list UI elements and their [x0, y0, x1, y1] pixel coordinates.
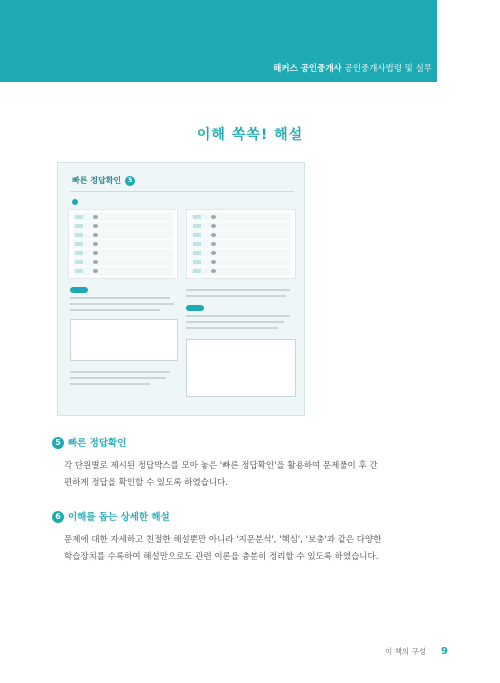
preview-text-line: [70, 377, 166, 379]
section-heading-text: 이해를 돕는 상세한 해설: [68, 512, 170, 523]
section-body: 문제에 대한 자세하고 친절한 해설뿐만 아니라 '지문분석', '핵심', '보충'과 같은 다양한 학습장치를 수록하여 해설만으로도 관련 이론을 충분히 정리할 수 있도록 하였습니다.: [64, 535, 382, 562]
preview-text-line: [70, 303, 174, 305]
page-number: 9: [441, 646, 448, 657]
preview-text-line: [70, 371, 170, 373]
preview-text-line: [70, 297, 170, 299]
running-header: [273, 62, 432, 74]
preview-text-line: [186, 295, 286, 297]
preview-label-pill: [70, 287, 88, 293]
feature-section: [52, 435, 442, 492]
section-body: 각 단원별로 제시된 정답박스를 모아 놓은 '빠른 정답확인'을 활용하여 문제풀이 후 간편하게 정답을 확인할 수 있도록 하였습니다.: [64, 461, 378, 488]
header-subject: 공인중개사법령 및 실무: [344, 64, 432, 74]
footer-label: 이 책의 구성: [384, 647, 426, 656]
preview-title-text: 빠른 정답확인: [72, 176, 122, 185]
section-number-badge: 6: [52, 511, 64, 523]
header-brand: 해커스 공인중개사: [273, 64, 342, 74]
preview-text-line: [186, 289, 290, 291]
preview-text-line: [186, 321, 284, 323]
sample-page-preview: [57, 162, 305, 416]
answer-card: [186, 209, 296, 279]
preview-note-box: [70, 319, 178, 361]
preview-text-line: [70, 383, 150, 385]
preview-text-line: [186, 327, 278, 329]
main-title-text: 이해 쏙쏙! 해설: [196, 127, 304, 143]
preview-text-line: [70, 309, 160, 311]
preview-title-number: 5: [125, 176, 135, 186]
preview-text-line: [186, 315, 290, 317]
preview-chapter-tag: [72, 199, 81, 205]
section-heading: [52, 435, 442, 449]
preview-divider: [70, 191, 294, 192]
section-heading-text: 빠른 정답확인: [68, 438, 127, 449]
section-number-badge: 5: [52, 437, 64, 449]
main-title: [0, 124, 500, 144]
preview-title: [72, 175, 135, 186]
preview-label-pill: [186, 305, 204, 311]
header-band: [0, 0, 500, 82]
feature-section: [52, 509, 442, 566]
answer-card: [68, 209, 178, 279]
section-heading: [52, 509, 442, 523]
preview-note-box: [186, 339, 296, 397]
page-footer: [385, 639, 448, 658]
